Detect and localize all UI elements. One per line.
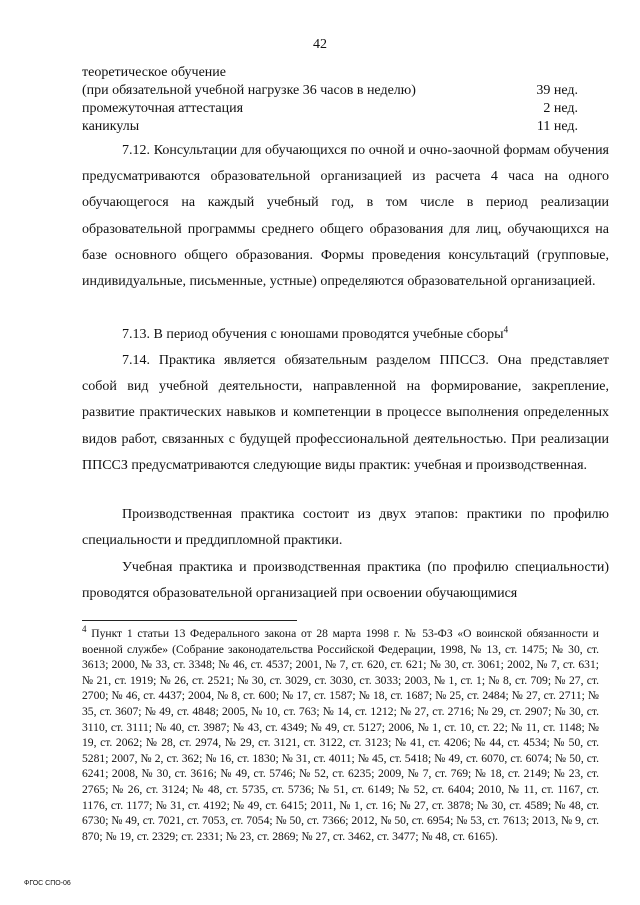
hours-label: (при обязательной учебной нагрузке 36 часов в неделю) bbox=[82, 83, 416, 98]
hours-label: каникулы bbox=[82, 119, 140, 134]
hours-label: теоретическое обучение bbox=[82, 65, 226, 80]
paragraph-training-practice: Учебная практика и производственная практика (по профилю специальности) проводятся образовательной организацией при освоении обучающимися bbox=[82, 560, 609, 602]
footnote-text: Пункт 1 статьи 13 Федерального закона от 28 марта 1998 г. № 53-ФЗ «О воинской обязанности и военной службе» (Собрание законодательства Российской Федерации, 1998, № 13, ст. 1475; № 30, ст. 3613; 2000, № 33, ст. 3348; № 46, ст. 4537; 2001, № 7, ст. 620, ст. 621; № 30, ст. 3061; 2002, № 7, ст. 631; № 21, ст. 1919; № 26, ст. 2521; № 30, ст. 3029, ст. 3030, ст. 3033; 2003, № 1, ст. 1; № 8, ст. 709; № 27, ст. 2700; № 46, ст. 4437; 2004, № 8, ст. 600; № 17, ст. 1587; № 18, ст. 1687; № 25, ст. 2484; № 27, ст. 2711; № 35, ст. 3607; № 49, ст. 4848; 2005, № 10, ст. 763; № 14, ст. 1212; № 27, ст. 2716; № 29, ст. 2907; № 30, ст. 3110, ст. 3111; № 40, ст. 3987; № 43, ст. 4349; № 49, ст. 5127; 2006, № 1, ст. 10, ст. 22; № 11, ст. 1148; № 19, ст. 2062; № 28, ст. 2974, № 29, ст. 3121, ст. 3122, ст. 3123; № 41, ст. 4206; № 44, ст. 4534; № 50, ст. 5281; 2007, № 2, ст. 362; № 16, ст. 1830; № 31, ст. 4011; № 45, ст. 5418; № 49, ст. 6070, ст. 6074; № 50, ст. 6241; 2008, № 30, ст. 3616; № 49, ст. 5746; № 52, ст. 6235; 2009, № 7, ст. 769; № 18, ст. 2149; № 23, ст. 2765; № 26, ст. 3124; № 48, ст. 5735, ст. 5736; № 51, ст. 6149; № 52, ст. 6404; 2010, № 11, ст. 1167, ст. 1176, ст. 1177; № 31, ст. 4192; № 49, ст. 6415; 2011, № 1, ст. 16; № 27, ст. 3878; № 30, ст. 4589; № 48, ст. 6730; № 49, ст. 7021, ст. 7053, ст. 7054; № 50, ст. 7366; 2012, № 50, ст. 6954; № 53, ст. 7613; 2013, № 9, ст. 870; № 19, ст. 2329; ст. 2331; № 23, ст. 2869; № 27, ст. 3462, ст. 3477; № 48, ст. 6165). bbox=[82, 627, 599, 843]
footnote bbox=[82, 626, 599, 844]
hours-value: 11 нед. bbox=[536, 119, 578, 134]
paragraph-7-12: 7.12. Консультации для обучающихся по очной и очно-заочной формам обучения предусматриваются образовательной организацией из расчета 4 часа на одного обучающегося на каждый учебный год, в том числе в период реализации образовательной программы среднего общего образования для лиц, обучающихся на базе основного общего образования. Формы проведения консультаций (групповые, индивидуальные, письменные, устные) определяются образовательной организацией. bbox=[82, 143, 609, 290]
hours-row bbox=[82, 118, 578, 136]
paragraph-7-13 bbox=[82, 322, 609, 348]
footnote-reference: 4 bbox=[503, 324, 509, 335]
hours-row bbox=[82, 100, 578, 118]
footer-code: ФГОС СПО-06 bbox=[24, 880, 71, 887]
paragraph-7-13-text: 7.13. В период обучения с юношами проводятся учебные сборы bbox=[122, 327, 504, 342]
footnote-divider bbox=[82, 620, 297, 621]
page-number: 42 bbox=[313, 37, 327, 52]
footnote-mark: 4 bbox=[82, 624, 87, 635]
hours-label: промежуточная аттестация bbox=[82, 101, 244, 116]
paragraph-7-14: 7.14. Практика является обязательным разделом ППССЗ. Она представляет собой вид учебной деятельности, направленной на формирование, закрепление, развитие практических навыков и компетенции в процессе выполнения определенных видов работ, связанных с будущей профессиональной деятельностью. При реализации ППССЗ предусматриваются следующие виды практик: учебная и производственная. bbox=[82, 353, 609, 473]
hours-row bbox=[82, 82, 578, 100]
paragraph-production-practice: Производственная практика состоит из двух этапов: практики по профилю специальности и преддипломной практики. bbox=[82, 507, 609, 549]
hours-value: 2 нед. bbox=[543, 101, 578, 116]
hours-row bbox=[82, 64, 578, 82]
hours-value: 39 нед. bbox=[536, 83, 578, 98]
study-hours-table bbox=[82, 64, 578, 136]
